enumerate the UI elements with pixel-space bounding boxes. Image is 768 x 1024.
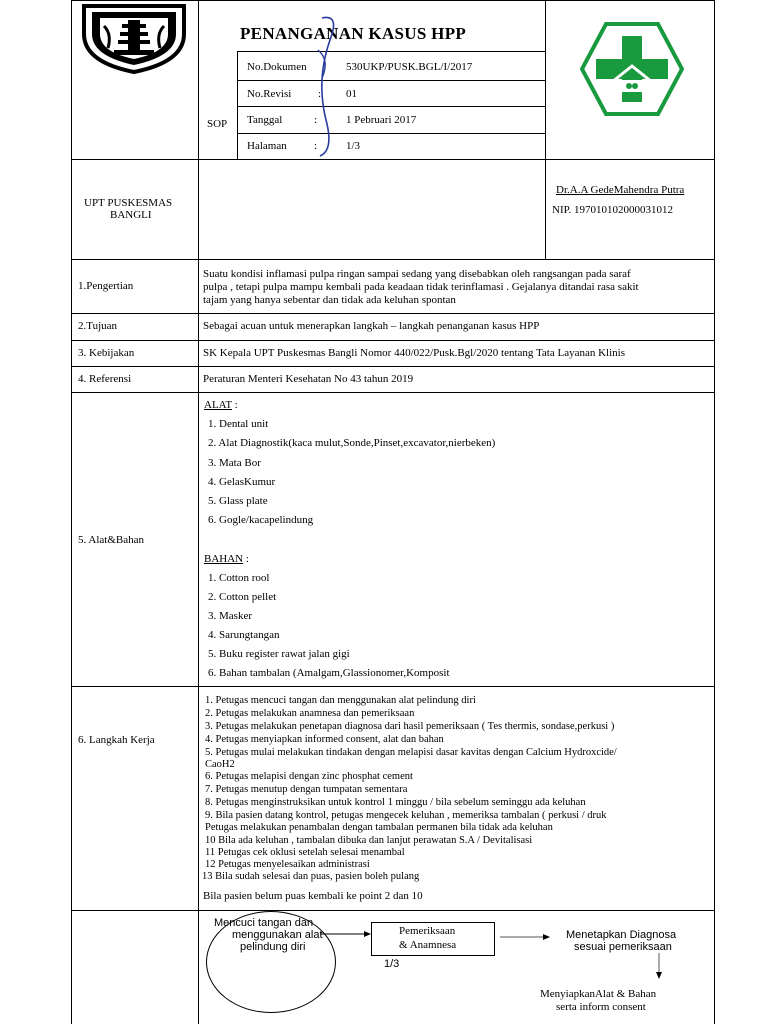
section-label-alat-bahan: 5. Alat&Bahan: [78, 534, 144, 546]
doc-field-value: 1/3: [346, 140, 361, 152]
step-item: 8. Petugas menginstruksikan untuk kontrol 1 minggu / bila sebelum seminggu ada keluhan: [205, 797, 586, 808]
kebijakan-text: SK Kepala UPT Puskesmas Bangli Nomor 440/022/Pusk.Bgl/2020 tentang Tata Layanan Klinis: [203, 347, 625, 359]
flow-node4-text: MenyiapkanAlat & Bahan: [540, 988, 657, 1000]
flow-node4-text: serta inform consent: [556, 1001, 646, 1013]
flow-node1-text: Mencuci tangan dan: [214, 917, 314, 929]
alat-item: 1. Dental unit: [208, 418, 269, 430]
step-item: 4. Petugas menyiapkan informed consent, alat dan bahan: [205, 734, 444, 745]
signer-name: Dr.A.A GedeMahendra Putra: [556, 184, 685, 196]
flow-node1-text: pelindung diri: [240, 941, 306, 953]
step-item: 12 Petugas menyelesaikan administrasi: [205, 859, 370, 870]
step-item: 5. Petugas mulai melakukan tindakan dengan melapisi dasar kavitas dengan Calcium Hydroxcide/: [205, 747, 617, 758]
bahan-heading: BAHAN :: [204, 553, 249, 565]
section-label-referensi: 4. Referensi: [78, 373, 132, 385]
bahan-item: 5. Buku register rawat jalan gigi: [208, 648, 350, 660]
section-label-langkah: 6. Langkah Kerja: [78, 734, 155, 746]
alat-heading: ALAT :: [204, 399, 238, 411]
bahan-item: 4. Sarungtangan: [208, 629, 280, 641]
doc-field-sep: :: [314, 140, 318, 152]
doc-field-label: Tanggal: [247, 114, 283, 126]
alat-item: 5. Glass plate: [208, 495, 268, 507]
document-title: PENANGANAN KASUS HPP: [240, 24, 467, 43]
tujuan-text: Sebagai acuan untuk menerapkan langkah – langkah penanganan kasus HPP: [203, 320, 540, 332]
langkah-note: Bila pasien belum puas kembali ke point 2 dan 10: [203, 890, 423, 902]
doc-field-value: 01: [346, 88, 357, 100]
flow-node2-text: Pemeriksaan: [399, 925, 456, 937]
doc-field-label: No.Revisi: [247, 88, 292, 100]
pengertian-text: Suatu kondisi inflamasi pulpa ringan sampai sedang yang disebabkan oleh rangsangan pada saraf: [203, 268, 631, 280]
section-label-pengertian: 1.Pengertian: [78, 280, 134, 292]
step-item: CaoH2: [205, 759, 235, 770]
flow-node3-text: sesuai pemeriksaan: [574, 941, 672, 953]
step-item: 11 Petugas cek oklusi setelah selesai menambal: [205, 847, 405, 858]
step-item: 3. Petugas melakukan penetapan diagnosa dari hasil pemeriksaan ( Tes thermis, sondase,perkusi ): [205, 721, 615, 732]
flow-page-marker: 1/3: [384, 958, 400, 970]
section-label-tujuan: 2.Tujuan: [78, 320, 118, 332]
doc-field-label: No.Dokumen: [247, 61, 307, 73]
referensi-text: Peraturan Menteri Kesehatan No 43 tahun 2019: [203, 373, 414, 385]
flow-node1-text: menggunakan alat: [232, 929, 323, 941]
step-item: 13 Bila sudah selesai dan puas, pasien boleh pulang: [202, 871, 420, 882]
bahan-item: 6. Bahan tambalan (Amalgam,Glassionomer,Komposit: [208, 667, 450, 679]
step-item: 10 Bila ada keluhan , tambalan dibuka dan lanjut perawatan S.A / Devitalisasi: [205, 835, 533, 846]
alat-item: 3. Mata Bor: [208, 457, 261, 469]
flow-node2-text: & Anamnesa: [399, 939, 457, 951]
step-item: 7. Petugas menutup dengan tumpatan sementara: [205, 784, 408, 795]
step-item: 9. Bila pasien datang kontrol, petugas mengecek keluhan , memeriksa tambalan ( perkusi / druk: [205, 810, 607, 821]
doc-field-label: Halaman: [247, 140, 287, 152]
alat-item: 6. Gogle/kacapelindung: [208, 514, 314, 526]
doc-field-sep: :: [314, 114, 318, 126]
signer-nip: NIP. 197010102000031012: [552, 204, 674, 216]
step-item: Petugas melakukan penambalan dengan tambalan permanen bila tidak ada keluhan: [205, 822, 553, 833]
step-item: 2. Petugas melakukan anamnesa dan pemeriksaan: [205, 708, 415, 719]
step-item: 6. Petugas melapisi dengan zinc phosphat cement: [205, 771, 413, 782]
doc-field-value: 1 Pebruari 2017: [346, 114, 417, 126]
bahan-item: 1. Cotton rool: [208, 572, 270, 584]
step-item: 1. Petugas mencuci tangan dan menggunakan alat pelindung diri: [205, 695, 476, 706]
doc-field-sep: :: [318, 88, 322, 100]
alat-item: 4. GelasKumur: [208, 476, 276, 488]
section-label-kebijakan: 3. Kebijakan: [78, 347, 135, 359]
bahan-item: 2. Cotton pellet: [208, 591, 277, 603]
doc-field-value: 530UKP/PUSK.BGL/I/2017: [346, 61, 473, 73]
bahan-item: 3. Masker: [208, 610, 252, 622]
pengertian-text: tajam yang hanya sebentar dan tidak ada keluhan spontan: [203, 294, 456, 306]
alat-item: 2. Alat Diagnostik(kaca mulut,Sonde,Pinset,excavator,nierbeken): [208, 437, 496, 449]
sop-label: SOP: [207, 118, 228, 130]
pengertian-text: pulpa , tetapi pulpa mampu kembali pada keadaan tidak terinflamasi . Gejalanya ditandai rasa sakit: [203, 281, 639, 293]
org-name-line2: BANGLI: [110, 209, 152, 221]
flow-node3-text: Menetapkan Diagnosa: [566, 929, 677, 941]
org-name-line1: UPT PUSKESMAS: [84, 197, 173, 209]
